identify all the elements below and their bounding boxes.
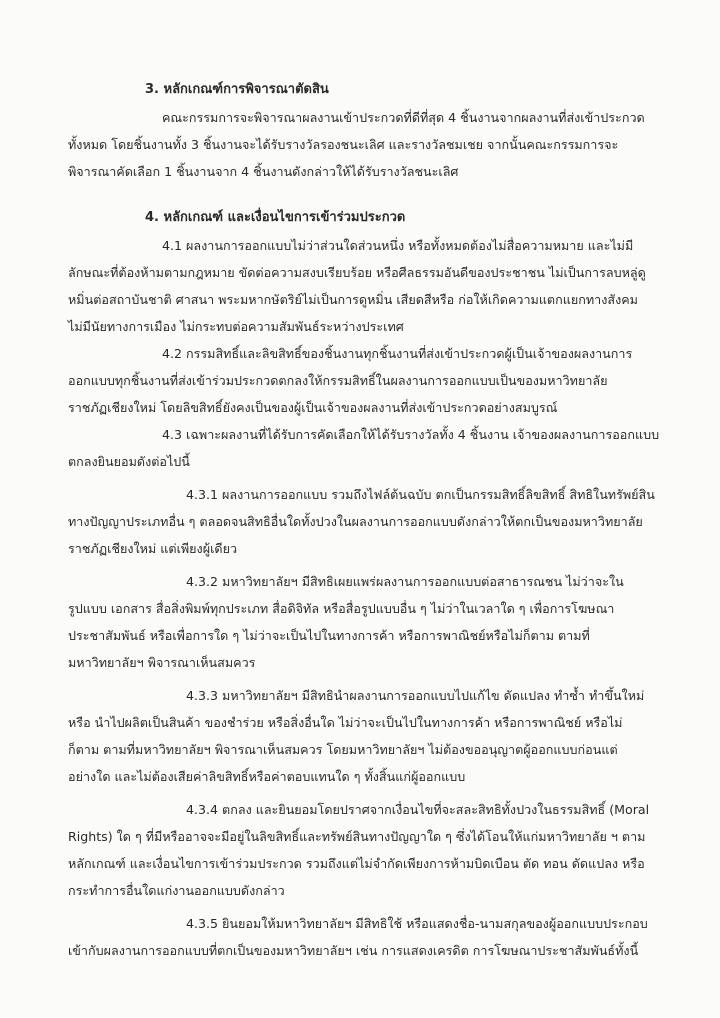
paragraph-line: กระทำการอื่นใดแก่งานออกแบบดังกล่าว xyxy=(68,883,285,898)
paragraph-line: Rights) ใด ๆ ที่มีหรืออาจจะมีอยู่ในลิขสิทธิ์และทรัพย์สินทางปัญญาใด ๆ ซึ่งได้โอนให้แก่มหาวิทยาลัย ฯ ตาม xyxy=(68,829,646,844)
paragraph-line: 4.3.3 มหาวิทยาลัยฯ มีสิทธินำผลงานการออกแบบไปแก้ไข ดัดแปลง ทำซ้ำ ทำขึ้นใหม่ xyxy=(186,688,645,703)
paragraph-line: คณะกรรมการจะพิจารณาผลงานเข้าประกวดที่ดีที่สุด 4 ชิ้นงานจากผลงานที่ส่งเข้าประกวด xyxy=(162,110,645,125)
paragraph-line: หลักเกณฑ์ และเงื่อนไขการเข้าร่วมประกวด รวมถึงแต่ไม่จำกัดเพียงการห้ามบิดเบือน ตัด ทอน ดัดแปลง หรือ xyxy=(68,856,645,871)
paragraph-line: อย่างใด และไม่ต้องเสียค่าลิขสิทธิ์หรือค่าตอบแทนใด ๆ ทั้งสิ้นแก่ผู้ออกแบบ xyxy=(68,769,466,784)
paragraph-line: ออกแบบทุกชิ้นงานที่ส่งเข้าร่วมประกวดตกลงให้กรรมสิทธิ์ในผลงานการออกแบบเป็นของมหาวิทยาลัย xyxy=(68,373,608,388)
paragraph-line: ราชภัฏเชียงใหม่ แต่เพียงผู้เดียว xyxy=(68,541,238,556)
section-4-heading: 4. หลักเกณฑ์ และเงื่อนไขการเข้าร่วมประกวด xyxy=(145,210,406,225)
paragraph-line: ทางปัญญาประเภทอื่น ๆ ตลอดจนสิทธิอื่นใดทั้งปวงในผลงานการออกแบบดังกล่าวให้ตกเป็นของมหาวิทยาลัย xyxy=(68,514,643,529)
paragraph-line: พิจารณาคัดเลือก 1 ชิ้นงานจาก 4 ชิ้นงานดังกล่าวให้ได้รับรางวัลชนะเลิศ xyxy=(68,164,459,179)
paragraph-line: 4.3.4 ตกลง และยินยอมโดยปราศจากเงื่อนไขที่จะสละสิทธิทั้งปวงในธรรมสิทธิ์ (Moral xyxy=(186,802,650,817)
paragraph-line: หรือ นำไปผลิตเป็นสินค้า ของชำร่วย หรือสิ่งอื่นใด ไม่ว่าจะเป็นไปในทางการค้า หรือการพาณิชย์ หรือไม่ xyxy=(68,715,623,730)
paragraph-line: 4.3.5 ยินยอมให้มหาวิทยาลัยฯ มีสิทธิใช้ หรือแสดงชื่อ-นามสกุลของผู้ออกแบบประกอบ xyxy=(186,916,648,931)
paragraph-line: ไม่มีนัยทางการเมือง ไม่กระทบต่อความสัมพันธ์ระหว่างประเทศ xyxy=(68,319,404,334)
section-3-heading: 3. หลักเกณฑ์การพิจารณาตัดสิน xyxy=(145,82,329,97)
paragraph-line: ก็ตาม ตามที่มหาวิทยาลัยฯ พิจารณาเห็นสมควร โดยมหาวิทยาลัยฯ ไม่ต้องขออนุญาตผู้ออกแบบก่อนแต่ xyxy=(68,742,618,757)
paragraph-line: เข้ากับผลงานการออกแบบที่ตกเป็นของมหาวิทยาลัยฯ เช่น การแสดงเครดิต การโฆษณาประชาสัมพันธ์ทั้งนี้ xyxy=(68,943,639,958)
paragraph-line: 4.3.1 ผลงานการออกแบบ รวมถึงไฟล์ต้นฉบับ ตกเป็นกรรมสิทธิ์ลิขสิทธิ์ สิทธิในทรัพย์สิน xyxy=(186,487,655,502)
paragraph-line: ตกลงยินยอมดังต่อไปนี้ xyxy=(68,454,190,469)
paragraph-line: ลักษณะที่ต้องห้ามตามกฎหมาย ขัดต่อความสงบเรียบร้อย หรือศีลธรรมอันดีของประชาชน ไม่เป็นการลบหลู่ดู xyxy=(68,265,646,280)
paragraph-line: ประชาสัมพันธ์ หรือเพื่อการใด ๆ ไม่ว่าจะเป็นไปในทางการค้า หรือการพาณิชย์หรือไม่ก็ตาม ตามที่ xyxy=(68,628,590,643)
paragraph-line: 4.2 กรรมสิทธิ์และลิขสิทธิ์ของชิ้นงานทุกชิ้นงานที่ส่งเข้าประกวดผู้เป็นเจ้าของผลงานการ xyxy=(162,346,633,361)
paragraph-line: ราชภัฏเชียงใหม่ โดยลิขสิทธิ์ยังคงเป็นของผู้เป็นเจ้าของผลงานที่ส่งเข้าประกวดอย่างสมบูรณ์ xyxy=(68,400,558,415)
paragraph-line: ทั้งหมด โดยชิ้นงานทั้ง 3 ชิ้นงานจะได้รับรางวัลรองชนะเลิศ และรางวัลชมเชย จากนั้นคณะกรรมการจะ xyxy=(68,137,619,152)
paragraph-line: มหาวิทยาลัยฯ พิจารณาเห็นสมควร xyxy=(68,655,256,670)
paragraph-line: รูปแบบ เอกสาร สื่อสิ่งพิมพ์ทุกประเภท สื่อดิจิทัล หรือสื่อรูปแบบอื่น ๆ ไม่ว่าในเวลาใด ๆ เพื่อการโฆษณา xyxy=(68,601,615,616)
paragraph-line: 4.3 เฉพาะผลงานที่ได้รับการคัดเลือกให้ได้รับรางวัลทั้ง 4 ชิ้นงาน เจ้าของผลงานการออกแบบ xyxy=(162,427,660,442)
paragraph-line: 4.3.2 มหาวิทยาลัยฯ มีสิทธิเผยแพร่ผลงานการออกแบบต่อสาธารณชน ไม่ว่าจะใน xyxy=(186,574,624,589)
paragraph-line: 4.1 ผลงานการออกแบบไม่ว่าส่วนใดส่วนหนึ่ง หรือทั้งหมดต้องไม่สื่อความหมาย และไม่มี xyxy=(162,238,634,253)
paragraph-line: หมิ่นต่อสถาบันชาติ ศาสนา พระมหากษัตริย์ไม่เป็นการดูหมิ่น เสียดสีหรือ ก่อให้เกิดความแตกแยกทางสังคม xyxy=(68,292,638,307)
